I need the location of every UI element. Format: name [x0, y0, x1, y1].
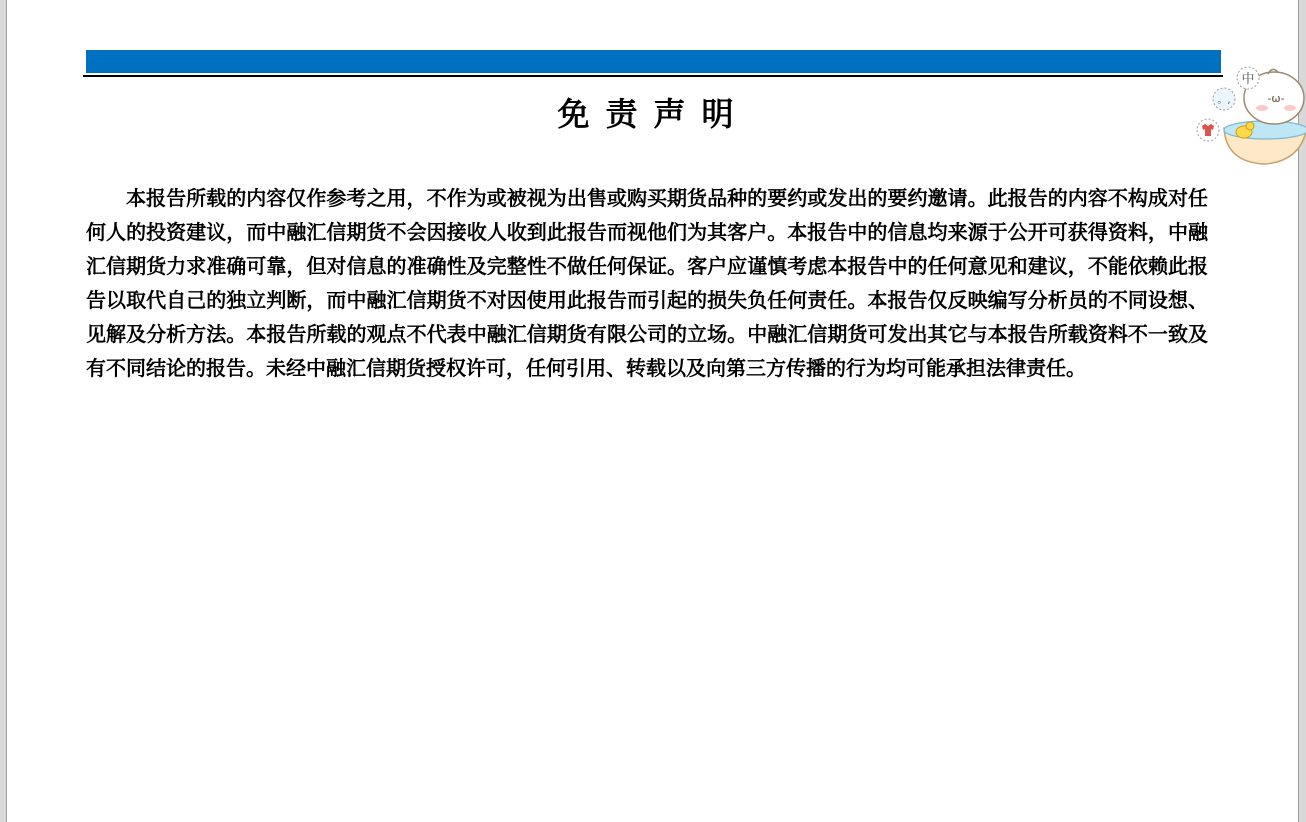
header-blue-bar — [86, 50, 1221, 73]
mascot-input-method-icon[interactable] — [1194, 62, 1306, 168]
mascot-cheek-right — [1284, 105, 1296, 111]
language-badge-label: 中 — [1241, 72, 1255, 87]
bubble-label: 。, — [1217, 95, 1231, 106]
disclaimer-paragraph: 本报告所载的内容仅作参考之用，不作为或被视为出售或购买期货品种的要约或发出的要约邀请。此报告的内容不构成对任何人的投资建议，而中融汇信期货不会因接收人收到此报告而视他们为其客户。本报告中的信息均来源于公开可获得资料，中融汇信期货力求准确可靠，但对信息的准确性及完整性不做任何保证。客户应谨慎考虑本报告中的任何意见和建议，不能依赖此报告以取代自己的独立判断，而中融汇信期货不对因使用此报告而引起的损失负任何责任。本报告仅反映编写分析员的不同设想、见解及分析方法。本报告所载的观点不代表中融汇信期货有限公司的立场。中融汇信期货可发出其它与本报告所载资料不一致及有不同结论的报告。未经中融汇信期货授权许可，任何引用、转载以及向第三方传播的行为均可能承担法律责任。 — [86, 186, 1208, 380]
page-title: 免责声明 — [557, 95, 750, 133]
left-page-edge — [0, 0, 7, 822]
mascot-svg — [1194, 62, 1306, 168]
mascot-face: -ω- — [1267, 92, 1285, 105]
mascot-cheek-left — [1256, 105, 1268, 111]
header-rule-line — [83, 75, 1223, 77]
duck-head — [1246, 122, 1254, 130]
